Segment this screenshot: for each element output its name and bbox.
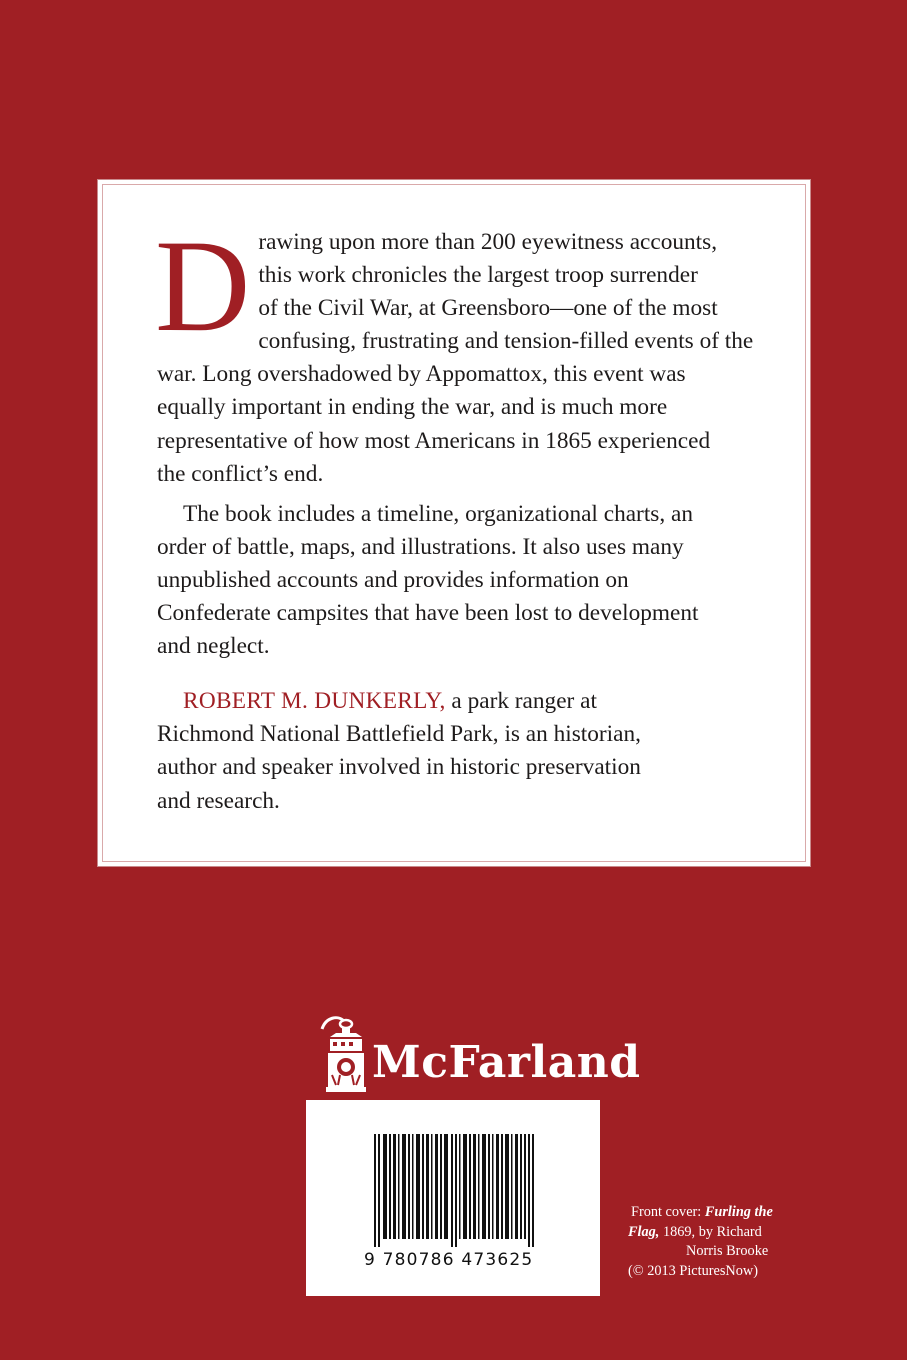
summary-line: of the Civil War, at Greensboro—one of the most bbox=[258, 295, 718, 322]
credit-title: Furling the bbox=[704, 1204, 773, 1220]
summary-line: the conflict’s end. bbox=[157, 460, 324, 487]
summary-line: war. Long overshadowed by Appomattox, this event was bbox=[157, 361, 686, 388]
summary-line: confusing, frustrating and tension-filled events of the bbox=[258, 328, 754, 355]
credit-line bbox=[628, 1223, 828, 1243]
contents-line: order of battle, maps, and illustrations. It also uses many bbox=[157, 533, 684, 560]
summary-line: this work chronicles the largest troop surrender bbox=[258, 262, 698, 289]
credit-line bbox=[628, 1203, 828, 1223]
author-bio-text: a park ranger at bbox=[445, 688, 597, 715]
contents-line: unpublished accounts and provides information on bbox=[157, 566, 629, 593]
summary-line: representative of how most Americans in 1865 experienced bbox=[157, 427, 711, 454]
credit-title-cont: Flag, bbox=[628, 1223, 660, 1240]
credit-date-artist: 1869, by Richard bbox=[659, 1223, 762, 1240]
isbn-digits: 9 780786 473625 bbox=[364, 1250, 534, 1270]
drop-cap: D bbox=[155, 212, 251, 359]
paragraph-contents bbox=[157, 498, 755, 663]
credit-prefix: Front cover: bbox=[631, 1204, 705, 1220]
barcode bbox=[374, 1134, 534, 1247]
publisher-name: McFarland bbox=[372, 1037, 641, 1088]
credit-artist-line: Norris Brooke bbox=[686, 1243, 769, 1259]
barcode-label bbox=[306, 1100, 600, 1296]
contents-line: and neglect. bbox=[157, 633, 270, 660]
author-bio-line: author and speaker involved in historic preservation bbox=[157, 754, 641, 781]
cover-credit bbox=[628, 1203, 828, 1281]
summary-line: rawing upon more than 200 eyewitness accounts, bbox=[258, 229, 718, 255]
author-bio-first-line bbox=[157, 685, 755, 718]
publisher-logo bbox=[316, 1015, 641, 1095]
paragraph-summary bbox=[155, 212, 755, 491]
contents-line: The book includes a timeline, organizational charts, an bbox=[183, 500, 693, 527]
contents-line: Confederate campsites that have been lost to development bbox=[157, 600, 699, 627]
lantern-icon bbox=[316, 1015, 366, 1093]
author-name: ROBERT M. DUNKERLY, bbox=[183, 688, 446, 715]
author-bio-line: and research. bbox=[157, 787, 280, 814]
blurb-panel bbox=[97, 179, 811, 867]
author-bio-line: Richmond National Battlefield Park, is an historian, bbox=[157, 721, 641, 748]
credit-copyright: (© 2013 PicturesNow) bbox=[628, 1262, 758, 1279]
summary-line: equally important in ending the war, and is much more bbox=[157, 394, 668, 421]
blurb-text bbox=[155, 212, 755, 818]
paragraph-author-bio bbox=[157, 685, 755, 817]
